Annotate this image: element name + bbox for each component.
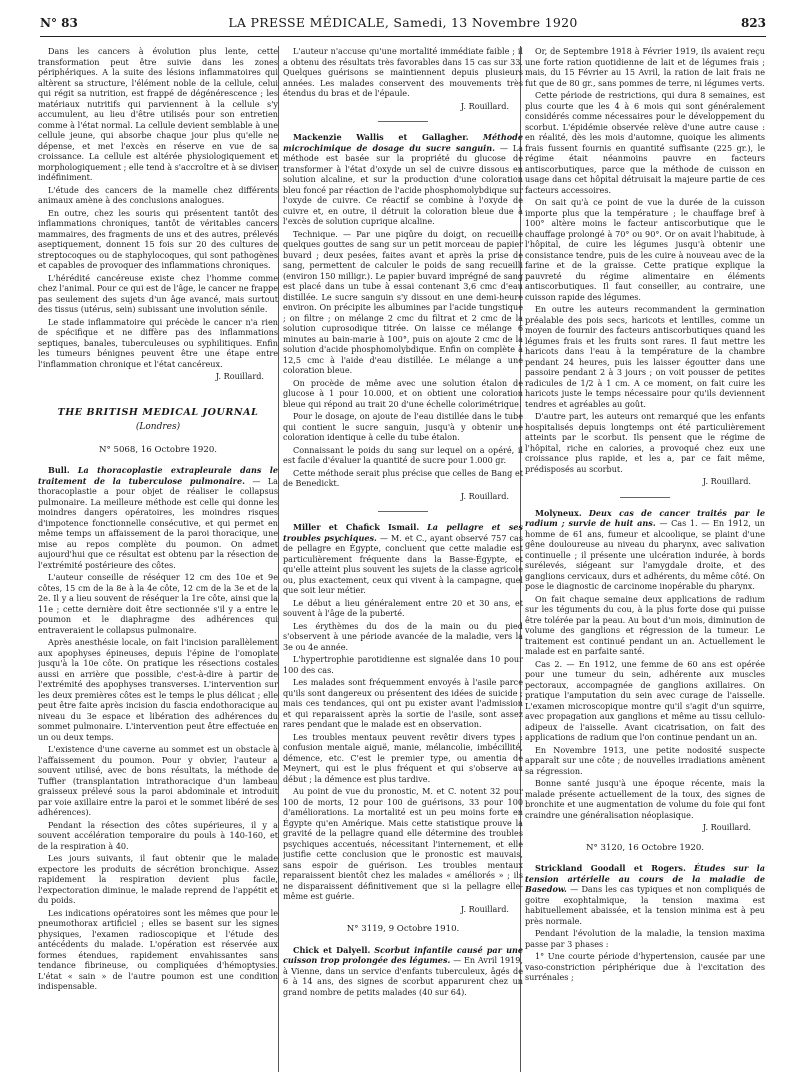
paragraph: Cette méthode serait plus précise que celles de Bang et de Benedickt. bbox=[283, 467, 523, 488]
paragraph: Bonne santé jusqu'à une époque récente, mais la malade présente actuellement de la toux, des signes de bronchite et une augmentation de volume du foie qui font craindre une généralisation néoplasique. bbox=[525, 778, 765, 820]
article-text: — La méthode est basée sur la propriété du glucose de transformer à l'état d'oxyde un sel de cuivre dissous en solution alcaline, et sur la production d'une coloration bleu foncé par réaction de l'acide phosphomolybdique sur l'oxyde de cuivre. Ce réactif se combine à l'oxyde de cuivre et, en outre, il détruit la coloration bleue due à l'excès de solution cuprique alcaline. bbox=[283, 142, 523, 226]
paragraph: L'existence d'une caverne au sommet est un obstacle à l'affaissement du poumon. Pour y obvier, l'auteur a souvent utilisé, avec de bons résultats, la méthode de Tuffier (transplantation intrathoracique d'un lambeau graisseux prélevé sous la paroi abdominale et introduit par voie axillaire entre la paroi et le sommet libéré de ses adhérences). bbox=[38, 744, 278, 817]
article-title: Méthode microchimique de dosage du sucre sanguin. bbox=[283, 132, 523, 153]
paragraph: Pendant la résection des côtes supérieures, il y a souvent accélération temporaire du pouls à 140-160, et de la respiration à 40. bbox=[38, 819, 278, 851]
article-text: — Dans les cas typiques et non compliqués de goitre exophtalmique, la tension maxima est habituellement abaissée, et la tension minima est à peu près normale. bbox=[525, 884, 765, 926]
paragraph: Or, de Septembre 1918 à Février 1919, ils avaient reçu une forte ration quotidienne de lait et de légumes frais ; mais, du 15 Février au 15 Avril, la ration de lait frais ne fut que de 80 gr., sans pommes de terre, ni légumes verts. bbox=[525, 46, 765, 88]
column-3 bbox=[525, 46, 765, 1072]
article-author: Molyneux. bbox=[535, 507, 582, 518]
paragraph: L'étude des cancers de la mamelle chez différents animaux amène à des conclusions analogues. bbox=[38, 184, 278, 205]
paragraph: On fait chaque semaine deux applications de radium sur les téguments du cou, à la plus forte dose qui puisse être tolérée par la peau. Au bout d'un mois, diminution de volume des ganglions et régression de la tumeur. Le traitement est continué pendant un an. Actuellement le malade est en parfaite santé. bbox=[525, 593, 765, 656]
author-signature: J. Rouillard. bbox=[460, 100, 509, 111]
article-text: — En Avril 1919, à Vienne, dans un service d'enfants tuberculeux, âgés de 6 à 14 ans, des signes de scorbut apparurent chez un grand nombre de petits malades (40 sur 64). bbox=[283, 955, 523, 997]
author-signature: J. Rouillard. bbox=[702, 822, 751, 832]
paragraph: Le stade inflammatoire qui précède le cancer n'a rien de spécifique et ne diffère pas des inflammations septiques, banales, tuberculeuses ou syphilitiques. Enfin les tumeurs bénignes peuvent être une étape entre l'inflammation chronique et l'état cancéreux. bbox=[38, 316, 278, 369]
paragraph: L'hypertrophie parotidienne est signalée dans 10 pour 100 des cas. bbox=[283, 654, 523, 675]
journal-city: (Londres) bbox=[135, 422, 181, 432]
paragraph: D'autre part, les auteurs ont remarqué que les enfants hospitalisés depuis longtemps ont été particulièrement atteints par le scorbut. Ils pensent que le régime de l'hôpital, riche en calories, a provoqué chez eux une croissance plus rapide, et les a, par ce fait même, prédisposés au scorbut. bbox=[525, 411, 765, 474]
paragraph: Cette période de restrictions, qui dura 8 semaines, est plus courte que les 4 à 6 mois qui sont généralement considérés comme nécessaires pour le développement du scorbut. L'épidémie observée relève d'une autre cause : en réalité, dès les mois d'automne, quoique les aliments frais fussent fournis en quantité suffisante (225 gr.), le régime était néanmoins pauvre en facteurs antiscorbutiques, parce que la méthode de cuisson en usage dans cet hôpital détruisait la majeure partie de ces facteurs accessoires. bbox=[525, 90, 765, 195]
section-separator bbox=[378, 121, 428, 122]
article-title: Scorbut infantile causé par une cuisson trop prolongée des légumes. bbox=[283, 944, 523, 965]
column-2 bbox=[283, 46, 523, 1072]
journal-title: LA PRESSE MÉDICALE, Samedi, 13 Novembre 1920 bbox=[228, 15, 578, 30]
author-signature: J. Rouillard. bbox=[460, 490, 509, 501]
paragraph: Après anesthésie locale, on fait l'incision parallèlement aux apophyses épineuses, depuis l'épine de l'omoplate jusqu'à la 10e côte. On pratique les résections costales aussi en arrière que possible, c'est-à-dire à partir de l'extrémité des apophyses transverses. L'intervention sur les deux premières côtes est le temps le plus délicat ; elle peut être faite après incision du fascia endothoracique au niveau du 3e espace et libération des adhérences du sommet pulmonaire. L'intervention peut être effectuée en un ou deux temps. bbox=[38, 637, 278, 742]
paragraph: L'auteur conseille de réséquer 12 cm des 10e et 9e côtes, 15 cm de la 8e à la 4e côte, 12 cm de la 3e et de la 2e. Il y a lieu souvent de réséquer la 1re côte, ainsi que la 11e ; cette dernière doit être sectionnée s'il y a entre le poumon et le diaphragme des adhérences qui entraveraient le collapsus pulmonaire. bbox=[38, 572, 278, 635]
paragraph: Les jours suivants, il faut obtenir que le malade expectore les produits de sécrétion bronchique. Assez rapidement la respiration devient plus facile, l'expectoration diminue, le malade reprend de l'appétit et du poids. bbox=[38, 853, 278, 905]
section-separator bbox=[378, 511, 428, 512]
article-title: La pellagre et ses troubles psychiques. bbox=[283, 522, 523, 543]
article-lead bbox=[283, 132, 523, 227]
column-1 bbox=[38, 46, 278, 1072]
issue-number: N° 83 bbox=[40, 16, 78, 30]
paragraph bbox=[283, 229, 523, 376]
page-header bbox=[40, 6, 766, 37]
article-text: — M. et C., ayant observé 757 cas de pellagre en Égypte, concluent que cette maladie est particulièrement fréquente dans la Basse-Égypte, et qu'elle atteint plus souvent les sujets de la classe agricole ou, plus exactement, ceux qui vivent à la campagne, quel que soit leur métier. bbox=[283, 532, 523, 595]
paragraph: Pendant l'évolution de la maladie, la tension maxima passe par 3 phases : bbox=[525, 928, 765, 949]
author-signature: J. Rouillard. bbox=[460, 903, 509, 914]
paragraph: Les troubles mentaux peuvent revêtir divers types : confusion mentale aiguë, manie, mélancolie, imbécillité, démence, etc. C'est le premier type, ou amentia de Meynert, qui est le plus fréquent et qui s'observe au début ; la démence est plus tardive. bbox=[283, 731, 523, 784]
paragraph: En Novembre 1913, une petite nodosité suspecte apparaît sur une côte ; de nouvelles irradiations amènent sa régression. bbox=[525, 744, 765, 776]
paragraph: Au point de vue du pronostic, M. et C. notent 32 pour 100 de morts, 12 pour 100 de guérisons, 33 pour 100 d'améliorations. La mortalité est un peu moins forte en Égypte qu'en Amérique. Mais cette statistique prouve la gravité de la pellagre quand elle détermine des troubles psychiques accentués, nécessitant l'internement, et elle justifie cette conclusion que le pronostic est mauvais, sans espoir de guérison. Les troubles mentaux reparaissent bientôt chez les malades « améliorés » ; ils ne disparaissent définitivement que si la pellagre elle-même est guérie. bbox=[283, 786, 523, 901]
author-signature: J. Rouillard. bbox=[215, 371, 264, 381]
paragraph: En outre les auteurs recommandent la germination préalable des pois secs, haricots et lentilles, comme un moyen de fournir des facteurs antiscorbutiques quand les légumes frais et les fruits sont rares. Il faut mettre les haricots dans l'eau à la température de la chambre pendant 24 heures, puis les laisser égoutter dans une passoire pendant 2 à 3 jours ; on voit pousser de petites radicules de 1/2 à 1 cm. A ce moment, on fait cuire les haricots juste le temps nécessaire pour qu'ils deviennent tendres et agréables au goût. bbox=[525, 304, 765, 409]
article-lead bbox=[283, 945, 523, 998]
paragraph: L'auteur n'accuse qu'une mortalité immédiate faible ; il a obtenu des résultats très favorables dans 15 cas sur 33. Quelques guérisons se maintiennent depuis plusieurs années. Les malades conservent des mouvements très étendus du bras et de l'épaule. bbox=[283, 46, 523, 98]
author-signature: J. Rouillard. bbox=[702, 476, 751, 486]
article-author: Mackenzie Wallis et Gallagher. bbox=[293, 132, 469, 142]
article-lead bbox=[525, 508, 765, 592]
article-title: Études sur la tension artérielle au cours de la maladie de Basedow. bbox=[525, 863, 765, 894]
article-title: La thoracoplastie extrapleurale dans le traitement de la tuberculose pulmonaire. bbox=[38, 465, 278, 486]
technique-label: Technique. bbox=[293, 228, 338, 239]
article-author: Bull. bbox=[48, 465, 70, 475]
paragraph: Les malades sont fréquemment envoyés à l'asile parce qu'ils sont dangereux ou présentent des idées de suicide ; mais ces tendances, qui ont pu exister avant l'admission et qui reparaissent après la sortie de l'asile, sont assez rares pendant que le malade est en observation. bbox=[283, 677, 523, 729]
paragraph: On sait qu'à ce point de vue la durée de la cuisson importe plus que la température ; le chauffage bref à 100° altère moins le facteur antiscorbutique que le chauffage prolongé à 70° ou 90°. Or on avait l'habitude, à l'hôpital, de cuire les légumes jusqu'à obtenir une consistance tendre, puis de les cuire à nouveau avec de la farine et de la graisse. Cette pratique explique la pauvreté du régime alimentaire en éléments antiscorbutiques. Il faut conseiller, au contraire, une cuisson rapide des légumes. bbox=[525, 197, 765, 302]
paragraph: Pour le dosage, on ajoute de l'eau distillée dans le tube qui contient le sucre sanguin, jusqu'à y obtenir une coloration identique à celle du tube étalon. bbox=[283, 411, 523, 442]
column-rule bbox=[278, 46, 279, 1072]
issue-line: N° 5068, 16 Octobre 1920. bbox=[98, 444, 218, 455]
section-separator bbox=[620, 497, 670, 498]
paragraph: Le début a lieu généralement entre 20 et 30 ans, et souvent à l'âge de la puberté. bbox=[283, 597, 523, 618]
article-title: Deux cas de cancer traités par le radium ; survie de huit ans. bbox=[525, 507, 765, 528]
technique-text: — Par une piqûre du doigt, on recueille quelques gouttes de sang sur un petit morceau de papier buvard ; deux pesées, faites avant et après la prise de sang, permettent de calculer le poids de sang recueilli (environ 150 milligr.). Le papier buvard imprégné de sang est placé dans un tube à essai contenant 3,6 cmc d'eau distillée. Le sucre sanguin s'y dissout en une demi-heure environ. On précipite les albumines par l'acide tungstique ; on filtre ; on mélange 2 cmc du filtrat et 2 cmc de la solution cuprosodique titrée. On laisse ce mélange 6 minutes au bain-marie à 100°, puis on ajoute 2 cmc de la solution d'acide phosphomolybdique. Enfin on complète à 12,5 cmc à l'aide d'eau distillée. Le mélange a une coloration bleue. bbox=[283, 228, 523, 375]
paragraph: Dans les cancers à évolution plus lente, cette transformation peut être suivie dans les zones périphériques. A la suite des lésions inflammatoires qui altèrent sa structure, l'élément noble de la cellule, celui qui régit sa nutrition, est frappé de dégénérescence ; les matériaux nutritifs qui parviennent à la cellule s'y accumulent, au lieu d'être utilisés pour son entretien comme à l'état normal. La cellule devient semblable à une cellule jeune, qui absorbe chaque jour plus qu'elle ne dépense, et met l'excès en réserve en vue de sa croissance. La cellule est altérée physiologiquement et morphologiquement ; elle tend à s'accroître et à se diviser indéfiniment. bbox=[38, 46, 278, 182]
paragraph: On procède de même avec une solution étalon de glucose à 1 pour 10.000, et on obtient une coloration bleue qui répond au trait 20 d'une échelle colorimétrique. bbox=[283, 377, 523, 409]
paragraph: En outre, chez les souris qui présentent tantôt des inflammations chroniques, tantôt de véritables cancers mammaires, des fragments de uns et des autres, prélevés aseptiquement, donnent 15 fois sur 20 des cultures de streptocoques ou de staphylocoques, qui sont pathogènes et capables de provoquer des inflammations chroniques. bbox=[38, 207, 278, 270]
article-lead bbox=[283, 522, 523, 596]
issue-line: N° 3120, 16 Octobre 1920. bbox=[585, 842, 705, 853]
journal-heading: THE BRITISH MEDICAL JOURNAL bbox=[57, 406, 259, 418]
paragraph: L'hérédité cancéreuse existe chez l'homme comme chez l'animal. Pour ce qui est de l'âge, le cancer ne frappe pas seulement des sujets d'un âge avancé, mais surtout des tissus (utérus, sein) subissant une involution sénile. bbox=[38, 272, 278, 314]
paragraph: Les indications opératoires sont les mêmes que pour le pneumothorax artificiel ; elles se basent sur les signes physiques, l'examen radioscopique et l'étude des antécédents du malade. L'opération est réservée aux formes étendues, rapidement envahissantes sans tendance fibrineuse, ou compliquées d'hémoptysies. L'état « sain » de l'autre poumon est une condition indispensable. bbox=[38, 907, 278, 991]
paragraph: Cas 2. — En 1912, une femme de 60 ans est opérée pour une tumeur du sein, adhérente aux muscles pectoraux, accompagnée de ganglions axillaires. On pratique l'amputation du sein avec curage de l'aisselle. L'examen microscopique montre qu'il s'agit d'un squirre, avec propagation aux ganglions et même au tissu cellulo-adipeux de l'aisselle. Avant cicatrisation, on fait des applications de radium que l'on continue pendant un an. bbox=[525, 658, 765, 742]
article-text: — Cas 1. — En 1912, un homme de 61 ans, fumeur et alcoolique, se plaint d'une gêne douloureuse au niveau du pharynx, avec salivation continuelle ; il présente une ulcération indurée, à bords surélevés, siégeant sur l'amygdale droite, et des ganglions cervicaux, durs et adhérents, du même côté. On pose le diagnostic de carcinome inopérable du pharynx. bbox=[525, 518, 765, 591]
article-lead bbox=[38, 465, 278, 570]
article-author: Miller et Chafick Ismail. bbox=[293, 522, 420, 532]
paragraph: Connaissant le poids du sang sur lequel on a opéré, il est facile d'évaluer la quantité de sucre pour 1.000 gr. bbox=[283, 444, 523, 465]
article-text: — La thoracoplastie a pour objet de réaliser le collapsus pulmonaire. La meilleure méthode est celle qui donne les moindres dangers opératoires, les moindres risques d'impotence fonctionnelle consécutive, et qui permet en même temps un affaissement de la paroi thoracique, une mise au repos complète du poumon. On admet aujourd'hui que ce résultat est obtenu par la résection de l'extrémité postérieure des côtes. bbox=[38, 475, 278, 570]
page-number: 823 bbox=[740, 16, 766, 30]
issue-line: N° 3119, 9 Octobre 1910. bbox=[346, 924, 460, 934]
article-author: Chick et Dalyell. bbox=[293, 944, 371, 955]
paragraph: Les érythèmes du dos de la main ou du pied s'observent à une période avancée de la maladie, vers la 3e ou 4e année. bbox=[283, 620, 523, 652]
article-lead bbox=[525, 863, 765, 926]
article-author: Strickland Goodall et Rogers. bbox=[535, 863, 686, 873]
paragraph: 1° Une courte période d'hypertension, causée par une vaso-constriction périphérique due à l'excitation des surrénales ; bbox=[525, 951, 765, 982]
